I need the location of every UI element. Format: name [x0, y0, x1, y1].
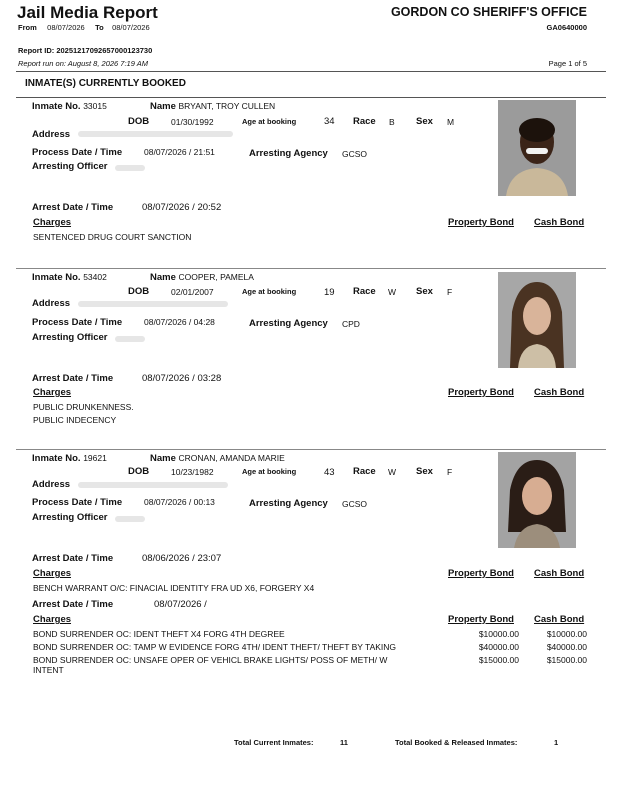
agency-label: Arresting Agency — [249, 318, 328, 329]
process-label: Process Date / Time — [32, 497, 123, 508]
arrest-label: Arrest Date / Time — [32, 553, 114, 564]
sex-label: Sex — [416, 116, 433, 127]
cash-bond-amount: $15000.00 — [546, 655, 587, 665]
inmate-name: Name COOPER, PAMELA — [150, 272, 254, 283]
report-run: Report run on: August 8, 2026 7:19 AM — [18, 59, 148, 68]
process-value: 08/07/2026 / 21:51 — [144, 147, 215, 157]
property-bond-header: Property Bond — [448, 387, 514, 398]
charge-item: PUBLIC INDECENCY — [33, 415, 117, 425]
age-value: 34 — [324, 116, 335, 127]
charges-label: Charges — [33, 387, 72, 398]
charges-label: Charges — [33, 217, 72, 228]
cash-bond-header: Cash Bond — [534, 568, 585, 579]
dob-label: DOB — [128, 466, 150, 477]
race-label: Race — [353, 286, 376, 297]
charges-label: Charges — [33, 568, 72, 579]
dob-label: DOB — [128, 286, 150, 297]
address-label: Address — [32, 479, 71, 490]
redacted-officer — [115, 165, 145, 171]
inmate-name: Name CRONAN, AMANDA MARIE — [150, 453, 285, 464]
agency-code: GA0640000 — [546, 23, 587, 32]
sex-label: Sex — [416, 466, 433, 477]
address-label: Address — [32, 129, 71, 140]
charge-item: BOND SURRENDER OC: IDENT THEFT X4 FORG 4TH DEGREE — [33, 629, 285, 639]
race-label: Race — [353, 116, 376, 127]
address-label: Address — [32, 298, 71, 309]
sex-label: Sex — [416, 286, 433, 297]
process-label: Process Date / Time — [32, 147, 123, 158]
arrest-label: Arrest Date / Time — [32, 373, 114, 384]
process-label: Process Date / Time — [32, 317, 123, 328]
charge-item: BOND SURRENDER OC: TAMP W EVIDENCE FORG 4TH/ IDENT THEFT/ THEFT BY TAKING — [33, 642, 397, 652]
officer-label: Arresting Officer — [32, 332, 108, 343]
officer-label: Arresting Officer — [32, 161, 108, 172]
dob-value: 02/01/2007 — [171, 287, 214, 297]
race-label: Race — [353, 466, 376, 477]
race-value: W — [388, 287, 397, 297]
charge-item: PUBLIC DRUNKENNESS. — [33, 402, 134, 412]
agency-value: CPD — [342, 319, 360, 329]
total-booked-label: Total Booked & Released Inmates: — [395, 738, 518, 747]
agency-label: Arresting Agency — [249, 498, 328, 509]
inmate-number: Inmate No. 19621 — [32, 453, 107, 464]
arrest-label-2: Arrest Date / Time — [32, 599, 114, 610]
age-label: Age at booking — [242, 467, 297, 476]
page-number: Page 1 of 5 — [548, 59, 587, 68]
sex-value: M — [447, 117, 455, 127]
arrest-value: 08/07/2026 / 03:28 — [142, 373, 222, 384]
charges-label-2: Charges — [33, 614, 72, 625]
report-id: Report ID: 20251217092657000123730 — [18, 46, 153, 55]
agency-value: GCSO — [342, 149, 368, 159]
sex-value: F — [447, 467, 453, 477]
total-booked-value: 1 — [554, 738, 559, 747]
redacted-address — [78, 131, 233, 137]
mugshot-photo — [498, 272, 576, 368]
redacted-address — [78, 301, 228, 307]
report-title: Jail Media Report — [17, 3, 158, 22]
section-title: INMATE(S) CURRENTLY BOOKED — [25, 78, 186, 89]
charge-item: BENCH WARRANT O/C: FINACIAL IDENTITY FRA UD X6, FORGERY X4 — [33, 583, 315, 593]
process-value: 08/07/2026 / 00:13 — [144, 497, 215, 507]
dob-label: DOB — [128, 116, 150, 127]
inmate-number: Inmate No. 53402 — [32, 272, 107, 283]
age-label: Age at booking — [242, 117, 297, 126]
age-value: 19 — [324, 287, 335, 298]
process-value: 08/07/2026 / 04:28 — [144, 317, 215, 327]
property-bond-header: Property Bond — [448, 217, 514, 228]
age-label: Age at booking — [242, 287, 297, 296]
total-current-label: Total Current Inmates: — [234, 738, 314, 747]
race-value: W — [388, 467, 397, 477]
cash-bond-amount: $10000.00 — [546, 629, 587, 639]
cash-bond-amount: $40000.00 — [546, 642, 587, 652]
cash-bond-header: Cash Bond — [534, 387, 585, 398]
date-range: From 08/07/2026 To 08/07/2026 — [18, 23, 150, 32]
mugshot-photo — [498, 100, 576, 196]
property-bond-amount: $10000.00 — [478, 629, 519, 639]
dob-value: 01/30/1992 — [171, 117, 214, 127]
officer-label: Arresting Officer — [32, 512, 108, 523]
charge-item: BOND SURRENDER OC: UNSAFE OPER OF VEHICL BRAKE LIGHTS/ POSS OF METH/ W — [33, 655, 388, 665]
redacted-officer — [115, 336, 145, 342]
agency-label: Arresting Agency — [249, 148, 328, 159]
mugshot-photo — [498, 452, 576, 548]
inmate-number: Inmate No. 33015 — [32, 101, 107, 112]
agency-value: GCSO — [342, 499, 368, 509]
property-bond-amount: $15000.00 — [478, 655, 519, 665]
agency-name: GORDON CO SHERIFF'S OFFICE — [390, 5, 587, 19]
property-bond-amount: $40000.00 — [478, 642, 519, 652]
race-value: B — [389, 117, 395, 127]
sex-value: F — [447, 287, 453, 297]
redacted-address — [78, 482, 228, 488]
charge-item: SENTENCED DRUG COURT SANCTION — [33, 232, 192, 242]
property-bond-header: Property Bond — [448, 568, 514, 579]
redacted-officer — [115, 516, 145, 522]
charge-item-continued: INTENT — [33, 665, 64, 675]
arrest-label: Arrest Date / Time — [32, 202, 114, 213]
cash-bond-header: Cash Bond — [534, 217, 585, 228]
total-current-value: 11 — [340, 738, 348, 747]
cash-bond-header-2: Cash Bond — [534, 614, 585, 625]
arrest-value-2: 08/07/2026 / — [154, 599, 207, 610]
dob-value: 10/23/1982 — [171, 467, 214, 477]
arrest-value: 08/06/2026 / 23:07 — [142, 553, 222, 564]
arrest-value: 08/07/2026 / 20:52 — [142, 202, 222, 213]
inmate-name: Name BRYANT, TROY CULLEN — [150, 101, 276, 112]
age-value: 43 — [324, 467, 335, 478]
property-bond-header-2: Property Bond — [448, 614, 514, 625]
